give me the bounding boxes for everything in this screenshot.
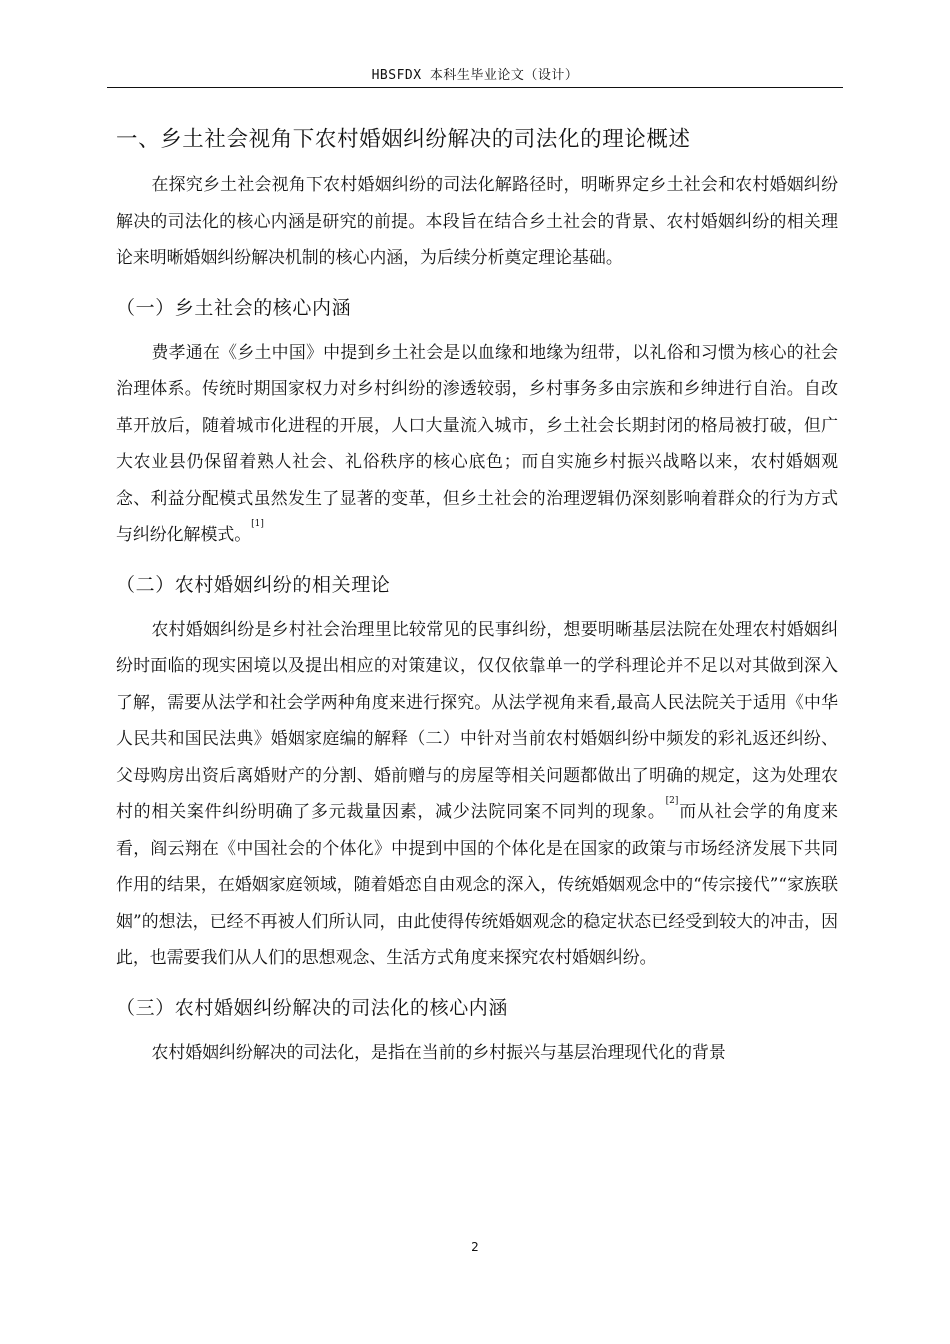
section-heading: 一、乡土社会视角下农村婚姻纠纷解决的司法化的理论概述 <box>116 127 691 152</box>
subsection-3-paragraph: 农村婚姻纠纷解决的司法化，是指在当前的乡村振兴与基层治理现代化的背景 <box>151 1041 726 1062</box>
subsection-1-paragraph <box>116 334 838 553</box>
subsection-heading-2: （二）农村婚姻纠纷的相关理论 <box>116 573 391 596</box>
citation-ref-2: [2] <box>665 796 679 806</box>
page-number: 2 <box>471 1240 479 1254</box>
subsection-heading-1: （一）乡土社会的核心内涵 <box>116 296 352 319</box>
citation-ref-1: [1] <box>251 519 264 529</box>
intro-paragraph: 在探究乡土社会视角下农村婚姻纠纷的司法化解路径时，明晰界定乡土社会和农村婚姻纠纷解决的司法化的核心内涵是研究的前提。本段旨在结合乡土社会的背景、农村婚姻纠纷的相关理论来明晰婚姻纠纷解决机制的核心内涵，为后续分析奠定理论基础。 <box>116 174 838 267</box>
subsection-heading-3: （三）农村婚姻纠纷解决的司法化的核心内涵 <box>116 996 509 1019</box>
subsection-2-text-b: 而从社会学的角度来看，阎云翔在《中国社会的个体化》中提到中国的个体化是在国家的政策与市场经济发展下共同作用的结果，在婚姻家庭领域，随着婚恋自由观念的深入，传统婚姻观念中的“传宗接代”“家族联姻”的想法，已经不再被人们所认同，由此使得传统婚姻观念的稳定状态已经受到较大的冲击，因此，也需要我们从人们的思想观念、生活方式角度来探究农村婚姻纠纷。 <box>116 801 839 967</box>
subsection-1-text: 费孝通在《乡土中国》中提到乡土社会是以血缘和地缘为纽带，以礼俗和习惯为核心的社会治理体系。传统时期国家权力对乡村纠纷的渗透较弱，乡村事务多由宗族和乡绅进行自治。自改革开放后，随着城市化进程的开展，人口大量流入城市，乡土社会长期封闭的格局被打破，但广大农业县仍保留着熟人社会、礼俗秩序的核心底色；而自实施乡村振兴战略以来，农村婚姻观念、利益分配模式虽然发生了显著的变革，但乡土社会的治理逻辑仍深刻影响着群众的行为方式与纠纷化解模式。 <box>116 341 838 544</box>
page-header: HBSFDX 本科生毕业论文（设计） <box>371 68 579 83</box>
subsection-2-paragraph <box>116 611 838 976</box>
header-divider <box>107 87 843 88</box>
document-body <box>116 120 838 1070</box>
subsection-2-text-a: 农村婚姻纠纷是乡村社会治理里比较常见的民事纠纷，想要明晰基层法院在处理农村婚姻纠纷时面临的现实困境以及提出相应的对策建议，仅仅依靠单一的学科理论并不足以对其做到深入了解，需要从法学和社会学两种角度来进行探究。从法学视角来看,最高人民法院关于适用《中华人民共和国民法典》婚姻家庭编的解释（二）中针对当前农村婚姻纠纷中频发的彩礼返还纠纷、父母购房出资后离婚财产的分割、婚前赠与的房屋等相关问题都做出了明确的规定，这为处理农村的相关案件纠纷明确了多元裁量因素，减少法院同案不同判的现象。 <box>116 618 838 821</box>
